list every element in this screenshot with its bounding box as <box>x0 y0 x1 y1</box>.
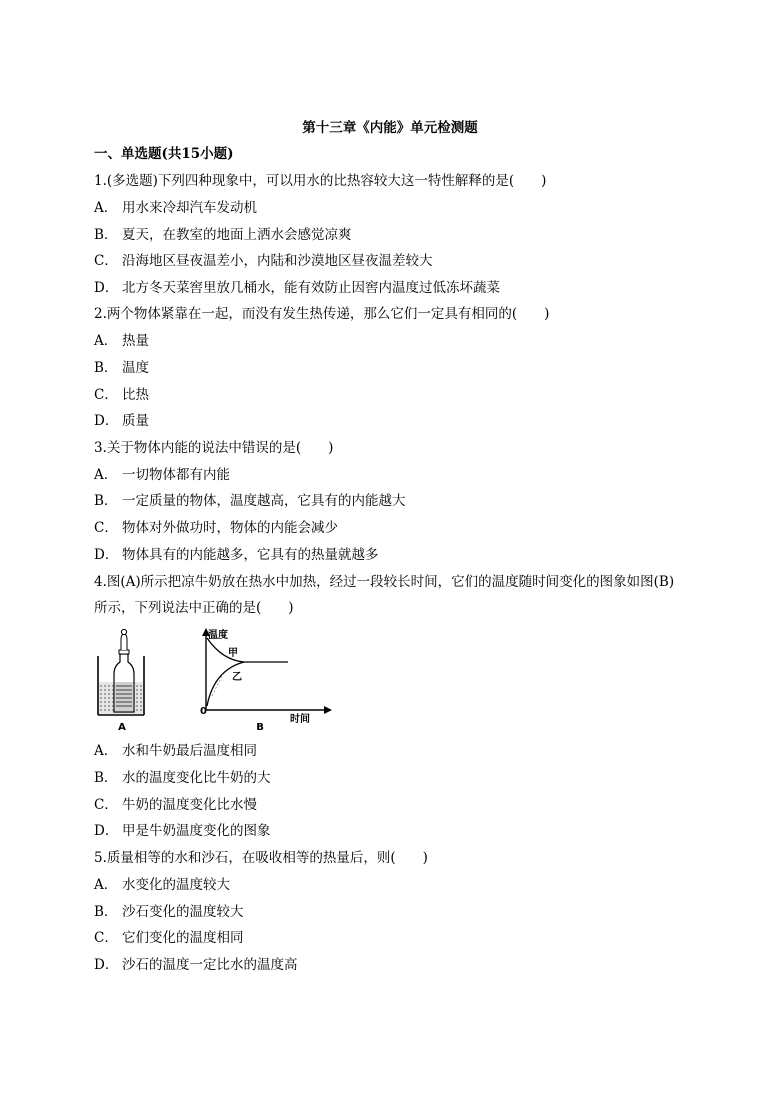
question-5-stem: 5.质量相等的水和沙石，在吸收相等的热量后，则( ) <box>94 850 428 866</box>
question-3-option-b <box>94 492 406 510</box>
option-text: 物体对外做功时，物体的内能会减少 <box>122 520 338 536</box>
question-3-option-c <box>94 519 338 537</box>
question-4-stem-line-2: 所示，下列说法中正确的是( ) <box>94 600 294 616</box>
question-4-option-c <box>94 796 257 814</box>
x-axis-label: 时间 <box>290 714 310 725</box>
option-label: B． <box>94 227 118 243</box>
option-text: 水变化的温度较大 <box>122 877 230 893</box>
option-text: 一切物体都有内能 <box>122 467 230 483</box>
origin-label: 0 <box>200 706 207 717</box>
beaker-diagram <box>98 629 144 715</box>
option-text: 沿海地区昼夜温差小，内陆和沙漠地区昼夜温差较大 <box>122 253 433 269</box>
curve-upper-label: 甲 <box>228 648 238 659</box>
question-2-option-d <box>94 412 149 430</box>
option-text: 质量 <box>122 413 149 429</box>
figure-svg <box>92 626 332 736</box>
option-label: C． <box>94 387 118 403</box>
question-5-option-b <box>94 903 244 921</box>
option-label: A． <box>94 877 118 893</box>
figure-a-label: A <box>118 722 126 733</box>
option-text: 比热 <box>122 387 149 403</box>
option-text: 北方冬天菜窖里放几桶水，能有效防止因窖内温度过低冻坏蔬菜 <box>122 280 500 296</box>
option-text: 水的温度变化比牛奶的大 <box>122 770 271 786</box>
option-label: C． <box>94 930 118 946</box>
option-text: 温度 <box>122 360 149 376</box>
option-label: B． <box>94 770 118 786</box>
question-1-stem: 1.(多选题)下列四种现象中，可以用水的比热容较大这一特性解释的是( ) <box>94 173 547 189</box>
question-4-option-a <box>94 742 257 760</box>
y-axis-label: 温度 <box>208 630 228 641</box>
option-label: D． <box>94 413 119 429</box>
option-text: 一定质量的物体，温度越高，它具有的内能越大 <box>122 493 406 509</box>
option-label: B． <box>94 360 118 376</box>
question-5-option-c <box>94 929 244 947</box>
question-3-option-a <box>94 466 230 484</box>
question-3-option-d <box>94 546 379 564</box>
option-label: B． <box>94 493 118 509</box>
curve-lower-label: 乙 <box>232 672 242 683</box>
question-3-stem: 3.关于物体内能的说法中错误的是( ) <box>94 440 334 456</box>
question-1-option-c <box>94 252 433 270</box>
option-label: B． <box>94 904 118 920</box>
option-text: 物体具有的内能越多，它具有的热量就越多 <box>122 547 379 563</box>
question-4-option-d <box>94 822 271 840</box>
curve-upper <box>207 638 288 662</box>
section-heading: 一、单选题(共15小题) <box>94 146 234 162</box>
option-label: C． <box>94 797 118 813</box>
option-text: 用水来冷却汽车发动机 <box>122 200 257 216</box>
question-2-option-b <box>94 359 149 377</box>
option-text: 牛奶的温度变化比水慢 <box>122 797 257 813</box>
question-1-option-d <box>94 279 500 297</box>
option-label: A． <box>94 200 118 216</box>
option-label: D． <box>94 957 119 973</box>
option-label: D． <box>94 823 119 839</box>
option-text: 沙石的温度一定比水的温度高 <box>122 957 298 973</box>
option-label: C． <box>94 520 118 536</box>
question-4-stem-line-1: 4.图(A)所示把凉牛奶放在热水中加热，经过一段较长时间，它们的温度随时间变化的图象如图(B) <box>94 574 675 590</box>
curve-lower <box>207 662 244 706</box>
option-text: 水和牛奶最后温度相同 <box>122 743 257 759</box>
option-label: D． <box>94 547 119 563</box>
question-1-option-b <box>94 226 352 244</box>
option-label: A． <box>94 743 118 759</box>
option-label: C． <box>94 253 118 269</box>
option-text: 甲是牛奶温度变化的图象 <box>122 823 271 839</box>
option-label: A． <box>94 467 118 483</box>
question-2-option-a <box>94 332 149 350</box>
option-text: 沙石变化的温度较大 <box>122 904 244 920</box>
question-2-option-c <box>94 386 149 404</box>
question-4-figure <box>92 626 332 736</box>
option-text: 它们变化的温度相同 <box>122 930 244 946</box>
question-5-option-a <box>94 876 230 894</box>
option-text: 热量 <box>122 333 149 349</box>
question-1-option-a <box>94 199 257 217</box>
option-text: 夏天，在教室的地面上洒水会感觉凉爽 <box>122 227 352 243</box>
option-label: D． <box>94 280 119 296</box>
question-5-option-d <box>94 956 298 974</box>
figure-b-label: B <box>256 722 264 733</box>
page-title: 第十三章《内能》单元检测题 <box>302 120 478 136</box>
question-2-stem: 2.两个物体紧靠在一起，而没有发生热传递，那么它们一定具有相同的( ) <box>94 306 550 322</box>
option-label: A． <box>94 333 118 349</box>
question-4-option-b <box>94 769 271 787</box>
